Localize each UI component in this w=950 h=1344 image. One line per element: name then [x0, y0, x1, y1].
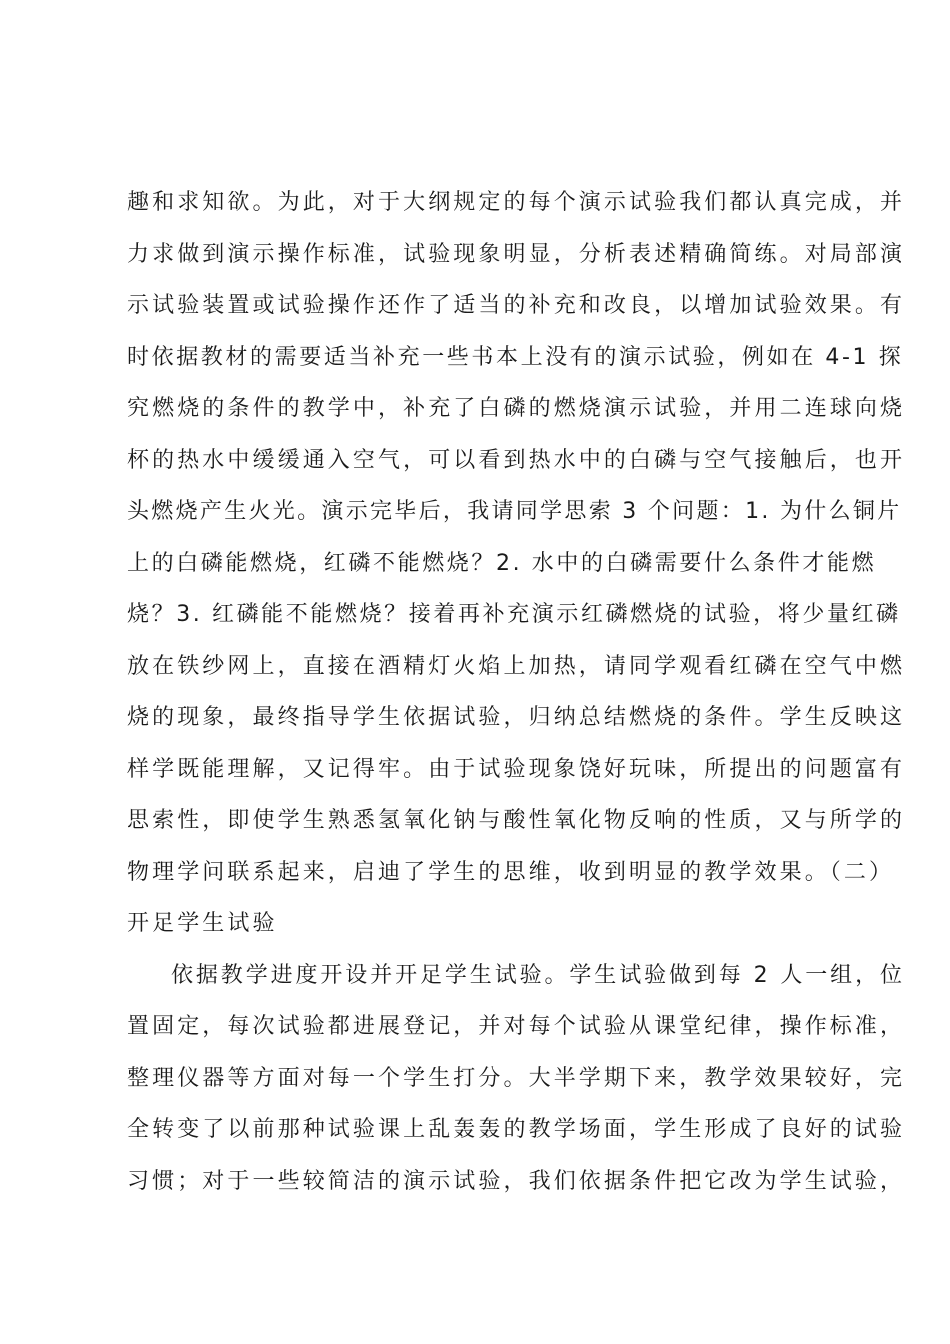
- section-heading: 开足学生试验: [127, 911, 278, 936]
- text-line: 头燃烧产生火光。演示完毕后，我请同学思索 3 个问题：1. 为什么铜片: [127, 499, 902, 524]
- text-line: 杯的热水中缓缓通入空气，可以看到热水中的白磷与空气接触后，也开: [127, 448, 906, 473]
- text-line: 示试验装置或试验操作还作了适当的补充和改良，以增加试验效果。有: [127, 293, 906, 318]
- text-line: 思索性，即使学生熟悉氢氧化钠与酸性氧化物反响的性质，又与所学的: [127, 808, 906, 833]
- text-line: 置固定，每次试验都进展登记，并对每个试验从课堂纪律，操作标准，: [127, 1014, 906, 1039]
- text-line: 依据教学进度开设并开足学生试验。学生试验做到每 2 人一组，位: [171, 963, 905, 988]
- text-line: 全转变了以前那种试验课上乱轰轰的教学场面，学生形成了良好的试验: [127, 1117, 906, 1142]
- text-line: 物理学问联系起来，启迪了学生的思维，收到明显的教学效果。（二）: [127, 860, 895, 885]
- text-line: 放在铁纱网上，直接在酒精灯火焰上加热，请同学观看红磷在空气中燃: [127, 654, 906, 679]
- text-line: 上的白磷能燃烧，红磷不能燃烧？2. 水中的白磷需要什么条件才能燃: [127, 551, 877, 576]
- text-line: 究燃烧的条件的教学中，补充了白磷的燃烧演示试验，并用二连球向烧: [127, 396, 906, 421]
- text-line: 力求做到演示操作标准，试验现象明显，分析表述精确简练。对局部演: [127, 242, 906, 267]
- text-line: 习惯；对于一些较简洁的演示试验，我们依据条件把它改为学生试验，: [127, 1169, 906, 1194]
- text-line: 趣和求知欲。为此，对于大纲规定的每个演示试验我们都认真完成，并: [127, 190, 906, 215]
- text-line: 烧的现象，最终指导学生依据试验，归纳总结燃烧的条件。学生反映这: [127, 705, 906, 730]
- text-line: 整理仪器等方面对每一个学生打分。大半学期下来，教学效果较好，完: [127, 1066, 906, 1091]
- text-line: 时依据教材的需要适当补充一些书本上没有的演示试验，例如在 4-1 探: [127, 345, 904, 370]
- text-line: 样学既能理解，又记得牢。由于试验现象饶好玩味，所提出的问题富有: [127, 757, 906, 782]
- text-line: 烧？3. 红磷能不能燃烧？接着再补充演示红磷燃烧的试验，将少量红磷: [127, 602, 901, 627]
